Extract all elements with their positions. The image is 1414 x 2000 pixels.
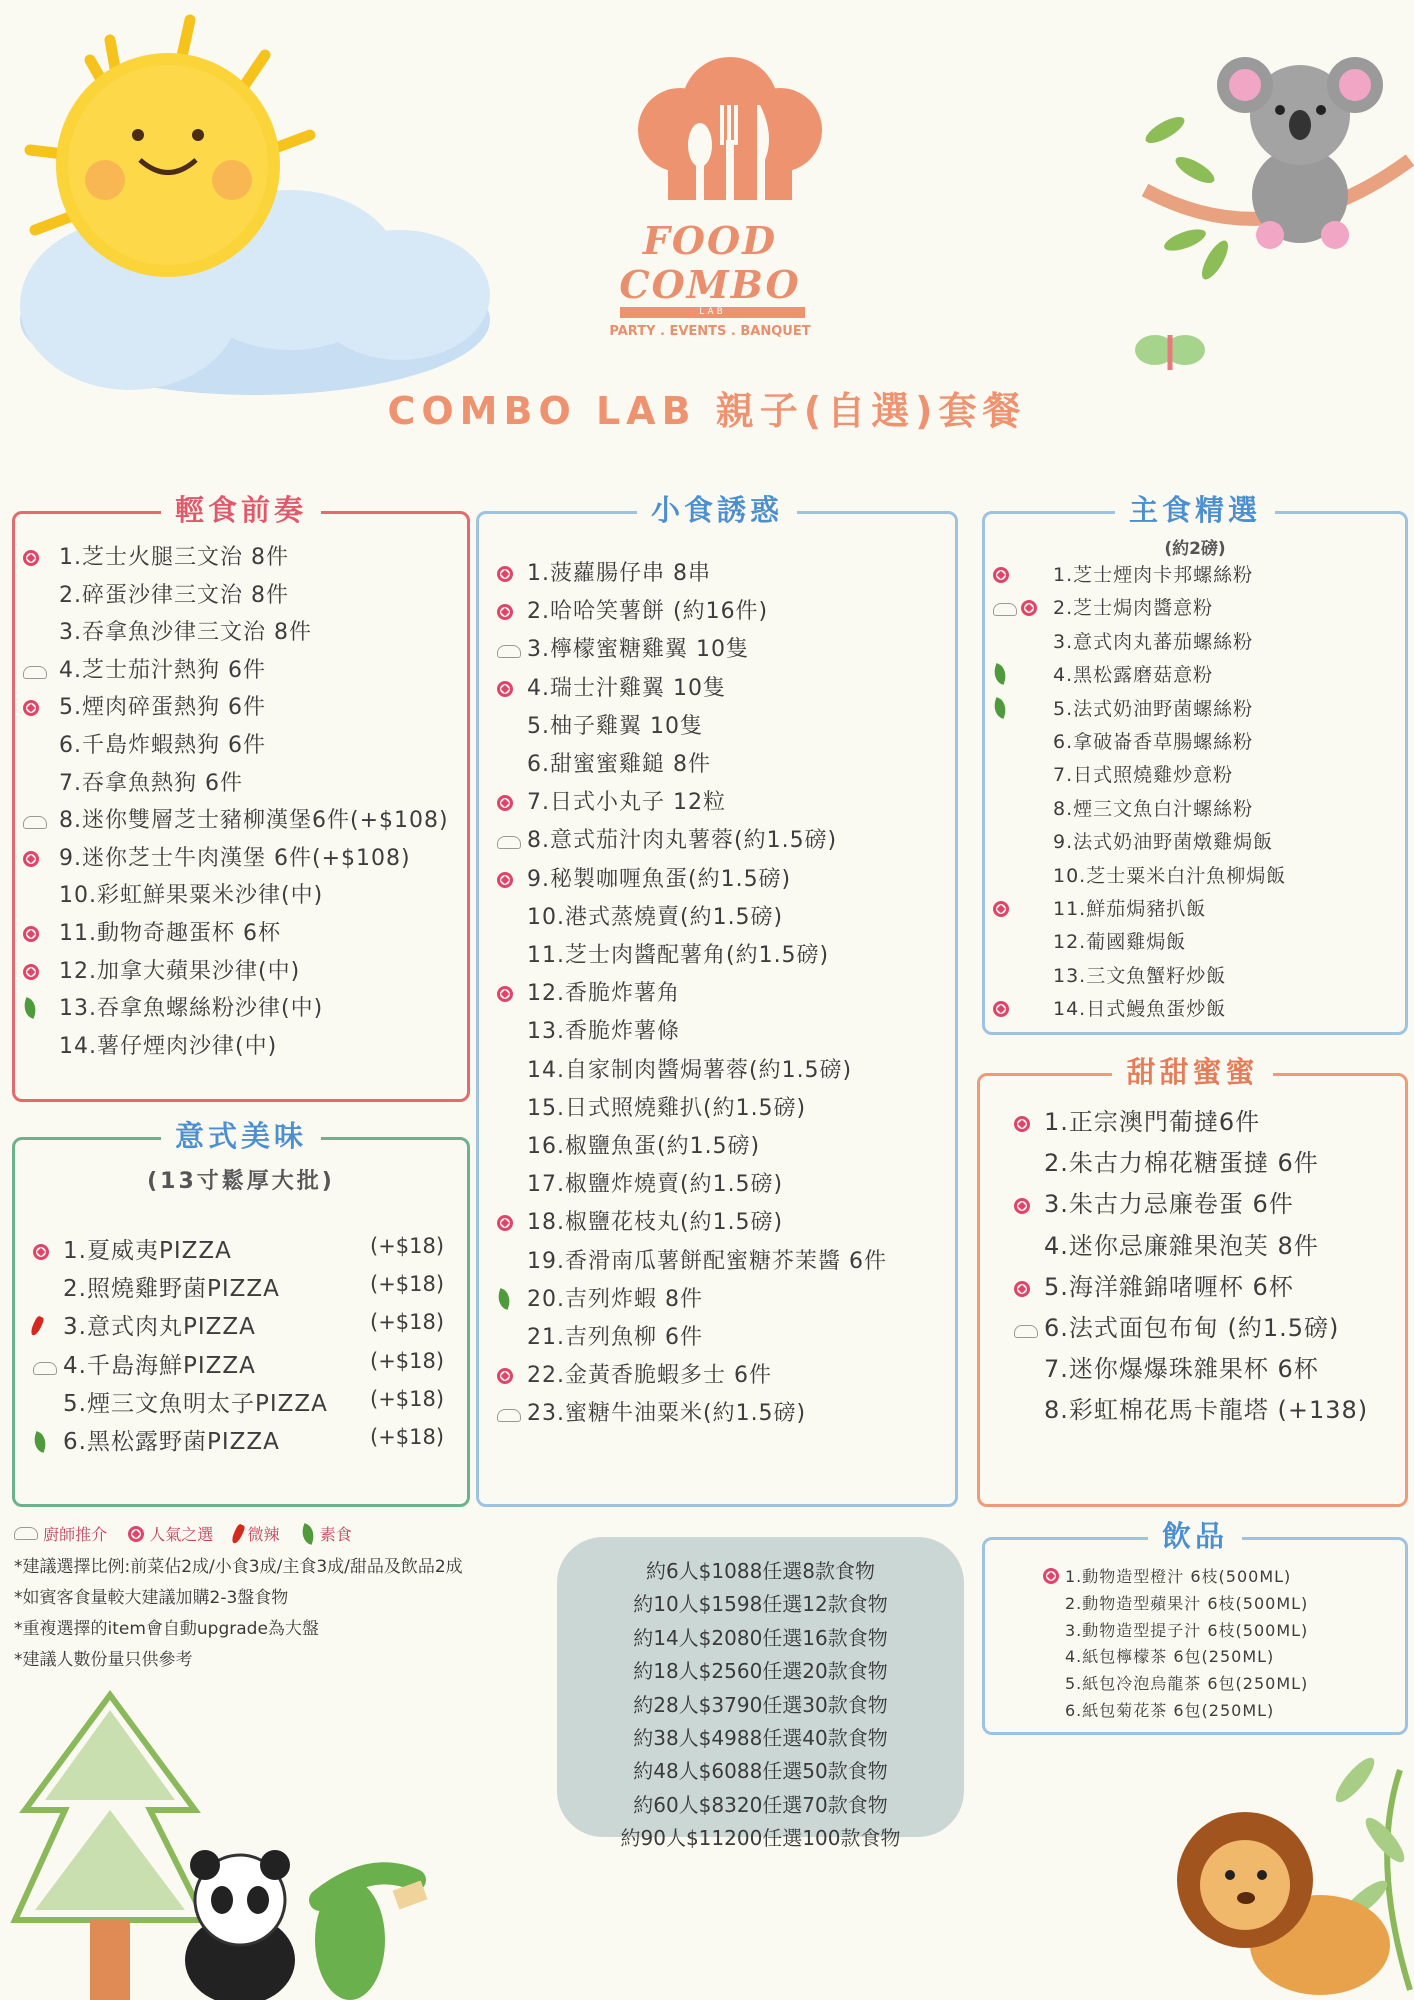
snacks-heading: 小食誘惑 xyxy=(637,493,797,527)
menu-item-label: 11.鮮茄焗豬扒飯 xyxy=(1053,898,1207,920)
chef-icon xyxy=(993,603,1017,616)
menu-item-label: 7.迷你爆爆珠雜果杯 6杯 xyxy=(1044,1355,1319,1384)
package-line: 約90人$11200任選100款食物 xyxy=(620,1826,901,1851)
menu-item-label: 1.芝士火腿三文治 8件 xyxy=(59,545,289,570)
menu-item xyxy=(497,1396,806,1428)
menu-item-label: 6.千島炸蝦熱狗 6件 xyxy=(59,733,266,758)
menu-item xyxy=(993,994,1226,1022)
menu-item xyxy=(993,760,1233,787)
menu-item xyxy=(1043,1644,1274,1667)
menu-item-label: 8.意式茄汁肉丸薯蓉(約1.5磅) xyxy=(527,828,838,854)
package-line: 約60人$8320任選70款食物 xyxy=(633,1792,888,1817)
leaf-icon xyxy=(20,997,39,1019)
menu-item-label: 9.迷你芝士牛肉漢堡 6件(+$108) xyxy=(59,845,411,871)
menu-item xyxy=(23,954,300,986)
menu-item-label: 3.意式肉丸蕃茄螺絲粉 xyxy=(1053,630,1254,653)
legend-chef-label: 廚師推介 xyxy=(43,1525,108,1544)
menu-item-label: 11.芝士肉醬配薯角(約1.5磅) xyxy=(527,943,830,968)
menu-item xyxy=(23,728,266,759)
heart-icon xyxy=(128,1526,144,1542)
menu-item-label: 14.自家制肉醬焗薯蓉(約1.5磅) xyxy=(527,1057,853,1083)
heart-icon xyxy=(497,872,513,888)
legend xyxy=(14,1522,352,1545)
menu-item-label: 6.法式面包布甸 (約1.5磅) xyxy=(1044,1314,1340,1342)
chef-icon xyxy=(14,1527,38,1540)
menu-item-price: (+$18) xyxy=(370,1425,445,1449)
menu-item-label: 13.香脆炸薯條 xyxy=(527,1019,680,1045)
menu-item xyxy=(497,1205,783,1237)
menu-item xyxy=(497,747,711,778)
page-title: COMBO LAB 親子(自選)套餐 xyxy=(387,389,1027,433)
menu-item xyxy=(497,900,783,931)
menu-item xyxy=(1014,1390,1368,1425)
lion-illustration xyxy=(1170,1740,1414,2000)
menu-item xyxy=(497,976,680,1008)
menu-item xyxy=(1014,1184,1294,1220)
menu-item xyxy=(497,1167,783,1198)
heart-icon xyxy=(1043,1568,1059,1584)
light-box xyxy=(12,493,470,1102)
mains-heading: 主食精選 xyxy=(1115,493,1275,527)
menu-item-label: 5.法式奶油野菌螺絲粉 xyxy=(1053,697,1254,720)
menu-item-label: 2.碎蛋沙律三文治 8件 xyxy=(59,582,289,608)
menu-item-label: 6.拿破崙香草腸螺絲粉 xyxy=(1053,731,1254,753)
menu-item-label: 15.日式照燒雞扒(約1.5磅) xyxy=(527,1095,807,1121)
heart-icon xyxy=(993,901,1009,917)
menu-item-price: (+$18) xyxy=(370,1386,445,1411)
heart-icon xyxy=(1014,1198,1030,1214)
menu-item xyxy=(23,878,323,909)
menu-item-label: 1.芝士煙肉卡邦螺絲粉 xyxy=(1053,564,1254,586)
note-line: *重複選擇的item會自動upgrade為大盤 xyxy=(14,1619,319,1639)
menu-item xyxy=(993,727,1253,754)
menu-item-label: 6.紙包菊花茶 6包(250ML) xyxy=(1065,1701,1275,1720)
package-line: 約28人$3790任選30款食物 xyxy=(633,1692,888,1717)
package-line: 約18人$2560任選20款食物 xyxy=(633,1659,888,1684)
light-heading: 輕食前奏 xyxy=(161,493,321,527)
heart-icon xyxy=(497,566,513,582)
menu-item-label: 21.吉列魚柳 6件 xyxy=(527,1325,703,1350)
chili-icon xyxy=(231,1523,247,1545)
desserts-box xyxy=(977,1055,1408,1507)
sun-cloud-illustration xyxy=(0,0,500,440)
legend-veg-label: 素食 xyxy=(319,1525,352,1544)
menu-item xyxy=(497,862,791,894)
menu-item xyxy=(497,632,749,664)
menu-item-label: 1.夏威夷PIZZA xyxy=(63,1238,232,1264)
menu-item xyxy=(497,1053,852,1084)
menu-item xyxy=(993,694,1253,722)
package-price-panel xyxy=(557,1537,964,1851)
leaf-icon xyxy=(990,663,1009,685)
menu-item-label: 13.三文魚蟹籽炒飯 xyxy=(1053,964,1227,987)
menu-item-label: 4.千島海鮮PIZZA xyxy=(63,1352,256,1379)
menu-item xyxy=(23,615,312,646)
menu-item-label: 10.芝士粟米白汁魚柳焗飯 xyxy=(1053,864,1287,887)
menu-item xyxy=(993,627,1253,654)
leaf-icon xyxy=(298,1523,317,1545)
package-line: 約10人$1598任選12款食物 xyxy=(633,1592,888,1617)
menu-item xyxy=(23,540,289,572)
chef-hat-utensils-icon xyxy=(630,50,830,220)
logo-tagline: PARTY . EVENTS . BANQUET xyxy=(609,324,811,339)
menu-item-label: 5.煙三文魚明太子PIZZA xyxy=(63,1390,328,1417)
heart-icon xyxy=(993,1001,1009,1017)
chef-icon xyxy=(23,666,47,679)
heart-icon xyxy=(1014,1281,1030,1297)
logo-combo-text: COMBO xyxy=(619,262,801,307)
menu-item-label: 12.加拿大蘋果沙律(中) xyxy=(59,958,301,984)
menu-item xyxy=(497,556,711,588)
heart-icon xyxy=(1021,600,1037,616)
menu-item-label: 2.芝士焗肉醬意粉 xyxy=(1053,597,1214,620)
menu-item xyxy=(497,823,837,855)
menu-item-label: 7.吞拿魚熱狗 6件 xyxy=(59,770,243,796)
menu-item xyxy=(1043,1671,1308,1694)
menu-item xyxy=(993,861,1286,888)
menu-item-price: (+$18) xyxy=(370,1234,445,1258)
menu-item xyxy=(23,653,266,685)
menu-item xyxy=(497,594,768,626)
menu-item-label: 13.吞拿魚螺絲粉沙律(中) xyxy=(59,996,324,1022)
note-line: *如賓客食量較大建議加購2-3盤食物 xyxy=(14,1588,289,1608)
heart-icon xyxy=(497,1215,513,1231)
desserts-heading: 甜甜蜜蜜 xyxy=(1112,1055,1272,1089)
menu-item-label: 1.菠蘿腸仔串 8串 xyxy=(527,561,711,586)
menu-item-label: 8.煙三文魚白汁螺絲粉 xyxy=(1053,797,1254,820)
menu-item xyxy=(497,671,726,703)
menu-item xyxy=(23,766,243,797)
heart-icon xyxy=(497,681,513,697)
menu-item-label: 12.葡國雞焗飯 xyxy=(1053,931,1187,954)
menu-item xyxy=(33,1385,328,1418)
logo-lab-text: LAB xyxy=(699,307,726,317)
menu-item xyxy=(1014,1349,1319,1384)
menu-item xyxy=(1014,1308,1339,1344)
heart-icon xyxy=(497,604,513,620)
menu-item xyxy=(1014,1226,1319,1261)
heart-icon xyxy=(23,550,39,566)
menu-item-label: 3.動物造型提子汁 6枝(500ML) xyxy=(1065,1620,1309,1640)
menu-item-label: 5.煙肉碎蛋熱狗 6件 xyxy=(59,695,266,721)
menu-item-label: 10.彩虹鮮果粟米沙律(中) xyxy=(59,883,324,909)
logo-food-text: FOOD xyxy=(642,218,778,263)
menu-item xyxy=(497,938,829,969)
menu-item xyxy=(1043,1564,1291,1588)
menu-item-price: (+$18) xyxy=(370,1272,445,1297)
menu-item xyxy=(497,1014,680,1045)
menu-item xyxy=(23,1029,277,1060)
menu-item xyxy=(33,1232,232,1266)
menu-item xyxy=(33,1270,280,1303)
menu-item xyxy=(1043,1591,1308,1614)
leaf-icon xyxy=(990,697,1009,719)
menu-item-label: 6.甜蜜蜜雞鎚 8件 xyxy=(527,752,711,777)
food-combo-logo xyxy=(610,50,810,350)
menu-item-label: 4.紙包檸檬茶 6包(250ML) xyxy=(1065,1647,1275,1667)
leaf-icon xyxy=(494,1288,513,1310)
menu-item xyxy=(23,841,411,873)
menu-item-label: 10.港式蒸燒賣(約1.5磅) xyxy=(527,904,784,930)
leaf-icon xyxy=(30,1431,49,1453)
menu-item-label: 4.瑞士汁雞翼 10隻 xyxy=(527,675,726,701)
menu-item xyxy=(497,1244,887,1275)
koala-illustration xyxy=(1125,40,1414,300)
chef-icon xyxy=(497,645,521,658)
chili-icon xyxy=(29,1316,45,1338)
menu-item-label: 14.日式鰻魚蛋炒飯 xyxy=(1053,998,1227,1021)
menu-item xyxy=(23,578,289,609)
menu-item xyxy=(993,827,1273,854)
menu-item xyxy=(1014,1102,1260,1138)
package-line: 約6人$1088任選8款食物 xyxy=(645,1559,876,1583)
menu-item xyxy=(33,1308,256,1342)
note-line: *建議選擇比例:前菜佔2成/小食3成/主食3成/甜品及飲品2成 xyxy=(14,1557,463,1577)
menu-item-label: 7.日式小丸子 12粒 xyxy=(527,790,726,816)
legend-popular-label: 人氣之選 xyxy=(149,1525,214,1544)
menu-item xyxy=(497,709,703,740)
menu-item-label: 22.金黃香脆蝦多士 6件 xyxy=(527,1363,772,1389)
menu-item-label: 6.黑松露野菌PIZZA xyxy=(63,1429,280,1455)
snacks-box xyxy=(476,493,958,1507)
menu-item xyxy=(993,927,1186,954)
menu-item-label: 12.香脆炸薯角 xyxy=(527,981,680,1007)
menu-item-label: 2.照燒雞野菌PIZZA xyxy=(63,1276,280,1303)
menu-item xyxy=(497,1320,703,1351)
chef-icon xyxy=(497,1409,521,1422)
heart-icon xyxy=(497,986,513,1002)
note-line: *建議人數份量只供參考 xyxy=(14,1650,193,1670)
menu-item-label: 5.海洋雜錦啫喱杯 6杯 xyxy=(1044,1272,1294,1301)
menu-item xyxy=(993,660,1213,688)
heart-icon xyxy=(23,926,39,942)
pizza-heading: 意式美味 xyxy=(161,1119,321,1153)
menu-item xyxy=(23,690,266,722)
menu-item xyxy=(33,1347,256,1381)
pizza-subheading: (13寸鬆厚大批) xyxy=(147,1169,335,1194)
menu-item-label: 3.吞拿魚沙律三文治 8件 xyxy=(59,620,312,646)
mains-subheading: (約2磅) xyxy=(1164,539,1226,559)
pizza-box xyxy=(12,1119,470,1507)
menu-item-label: 8.迷你雙層芝士豬柳漢堡6件(+$108) xyxy=(59,808,449,834)
menu-item-label: 5.紙包冷泡烏龍茶 6包(250ML) xyxy=(1065,1674,1309,1694)
menu-item xyxy=(1014,1267,1294,1303)
menu-item xyxy=(993,961,1226,988)
package-line: 約38人$4988任選40款食物 xyxy=(633,1726,888,1750)
package-line: 約48人$6088任選50款食物 xyxy=(633,1759,888,1784)
menu-item xyxy=(1043,1698,1274,1721)
panda-crocodile-illustration xyxy=(180,1840,440,2000)
menu-item-label: 4.迷你忌廉雜果泡芙 8件 xyxy=(1044,1231,1319,1260)
menu-item xyxy=(23,803,449,835)
heart-icon xyxy=(33,1244,49,1260)
menu-item xyxy=(23,916,281,948)
menu-item-label: 8.彩虹棉花馬卡龍塔 (+138) xyxy=(1044,1396,1369,1425)
heart-icon xyxy=(23,700,39,716)
menu-item xyxy=(993,894,1206,922)
menu-item-label: 1.正宗澳門葡撻6件 xyxy=(1044,1108,1261,1136)
menu-item-label: 23.蜜糖牛油粟米(約1.5磅) xyxy=(527,1401,807,1427)
menu-item xyxy=(993,794,1253,821)
menu-item xyxy=(33,1423,280,1457)
menu-item xyxy=(497,1129,760,1160)
menu-item-price: (+$18) xyxy=(370,1348,445,1373)
menu-item xyxy=(497,1358,772,1390)
menu-item xyxy=(497,785,726,817)
menu-item-label: 2.動物造型蘋果汁 6枝(500ML) xyxy=(1065,1593,1309,1613)
chef-icon xyxy=(23,816,47,829)
menu-item-label: 3.檸檬蜜糖雞翼 10隻 xyxy=(527,637,749,663)
menu-item-label: 2.朱古力棉花糖蛋撻 6件 xyxy=(1044,1149,1319,1178)
heart-icon xyxy=(1014,1116,1030,1132)
menu-item xyxy=(497,1282,703,1314)
chef-icon xyxy=(1014,1325,1038,1338)
menu-item-label: 4.黑松露磨菇意粉 xyxy=(1053,664,1214,687)
chef-icon xyxy=(497,836,521,849)
menu-item-label: 20.吉列炸蝦 8件 xyxy=(527,1286,703,1312)
heart-icon xyxy=(23,851,39,867)
menu-item-label: 4.芝士茄汁熱狗 6件 xyxy=(59,657,266,683)
menu-item-label: 11.動物奇趣蛋杯 6杯 xyxy=(59,921,281,946)
menu-item xyxy=(1043,1618,1308,1641)
heart-icon xyxy=(497,1368,513,1384)
menu-item-label: 14.薯仔煙肉沙律(中) xyxy=(59,1033,278,1059)
menu-item-label: 19.香滑南瓜薯餅配蜜糖芥茉醬 6件 xyxy=(527,1248,887,1274)
heart-icon xyxy=(23,964,39,980)
drinks-box xyxy=(982,1519,1408,1735)
menu-item-label: 9.法式奶油野菌燉雞焗飯 xyxy=(1053,831,1274,854)
heart-icon xyxy=(993,567,1009,583)
menu-item-label: 3.朱古力忌廉卷蛋 6件 xyxy=(1044,1190,1294,1219)
menu-item-label: 17.椒鹽炸燒賣(約1.5磅) xyxy=(527,1172,784,1198)
menu-item-label: 3.意式肉丸PIZZA xyxy=(63,1314,256,1341)
menu-item-label: 18.椒鹽花枝丸(約1.5磅) xyxy=(527,1210,784,1236)
menu-item xyxy=(497,1091,806,1122)
menu-item-label: 2.哈哈笑薯餅 (約16件) xyxy=(527,599,769,625)
legend-spicy-label: 微辣 xyxy=(247,1525,280,1544)
chef-icon xyxy=(33,1362,57,1375)
menu-item-price: (+$18) xyxy=(370,1310,445,1335)
package-line: 約14人$2080任選16款食物 xyxy=(633,1625,888,1650)
menu-item-label: 5.柚子雞翼 10隻 xyxy=(527,713,703,739)
menu-item xyxy=(1014,1143,1319,1178)
menu-item xyxy=(993,560,1253,588)
mains-box xyxy=(982,493,1408,1035)
menu-item-label: 7.日式照燒雞炒意粉 xyxy=(1053,764,1234,787)
menu-item-label: 1.動物造型橙汁 6枝(500ML) xyxy=(1065,1567,1292,1586)
logo-lab-bar xyxy=(620,307,805,318)
menu-item xyxy=(993,593,1213,621)
heart-icon xyxy=(497,795,513,811)
drinks-heading: 飲品 xyxy=(1148,1519,1242,1553)
menu-item xyxy=(23,991,323,1023)
menu-item-label: 16.椒鹽魚蛋(約1.5磅) xyxy=(527,1134,761,1159)
menu-item-label: 9.秘製咖喱魚蛋(約1.5磅) xyxy=(527,866,792,892)
